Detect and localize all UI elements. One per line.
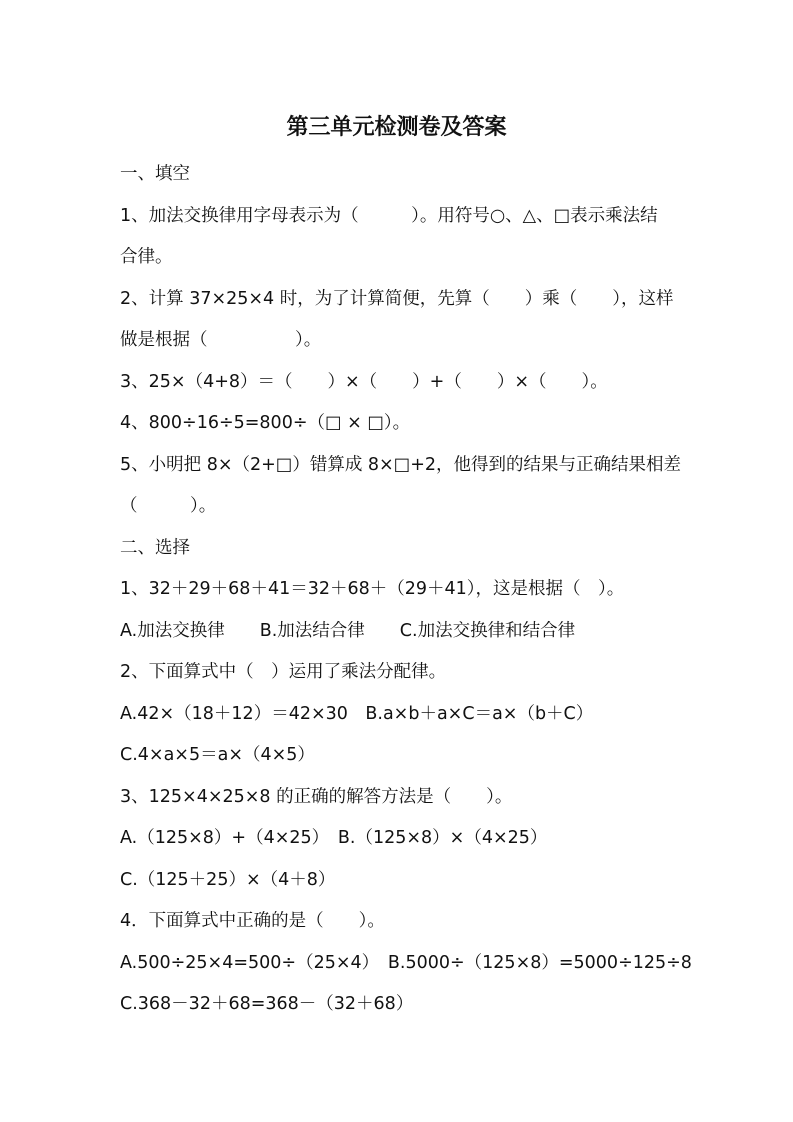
question-choice-2-options-ab: A.42×（18＋12）＝42×30 B.a×b＋a×C＝a×（b＋C）: [120, 703, 594, 724]
question-choice-4: 4．下面算式中正确的是（ ）。: [120, 911, 385, 931]
question-fill-1: 1、加法交换律用字母表示为（ ）。用符号○、△、□表示乘法结: [120, 205, 658, 226]
section-heading-choice: 二、选择: [120, 537, 190, 558]
question-choice-3: 3、125×4×25×8 的正确的解答方法是（ ）。: [120, 786, 513, 807]
question-fill-5-cont: （ ）。: [120, 496, 217, 516]
section-heading-fill-blank: 一、填空: [120, 164, 190, 184]
question-fill-2-cont: 做是根据（ ）。: [120, 330, 322, 350]
question-fill-4: 4、800÷16÷5=800÷（□ × □）。: [120, 413, 411, 433]
question-choice-4-options-ab: A.500÷25×4=500÷（25×4） B.5000÷（125×8）=5000÷125÷8: [120, 952, 692, 973]
question-choice-4-option-c: C.368－32＋68=368－（32＋68）: [120, 994, 414, 1014]
question-choice-2: 2、下面算式中（ ）运用了乘法分配律。: [120, 662, 447, 682]
document-body: [120, 154, 692, 1026]
question-fill-1-cont: 合律。: [120, 247, 173, 267]
page-title: 第三单元检测卷及答案: [286, 115, 507, 140]
question-fill-5: 5、小明把 8×（2+□）错算成 8×□+2，他得到的结果与正确结果相差: [120, 454, 682, 475]
question-choice-1-options: A.加法交换律 B.加法结合律 C.加法交换律和结合律: [120, 620, 576, 641]
question-fill-2: 2、计算 37×25×4 时，为了计算简便，先算（ ）乘（ ），这样: [120, 288, 674, 309]
question-choice-1: 1、32＋29＋68＋41＝32＋68＋（29＋41），这是根据（ ）。: [120, 579, 625, 599]
question-choice-2-option-c: C.4×a×5＝a×（4×5）: [120, 745, 315, 765]
question-choice-3-option-c: C.（125＋25）×（4＋8）: [120, 869, 336, 890]
question-fill-3: 3、25×（4+8）＝（ ）×（ ）+（ ）×（ ）。: [120, 371, 608, 392]
question-choice-3-options-ab: A.（125×8）+（4×25） B.（125×8）×（4×25）: [120, 828, 548, 848]
